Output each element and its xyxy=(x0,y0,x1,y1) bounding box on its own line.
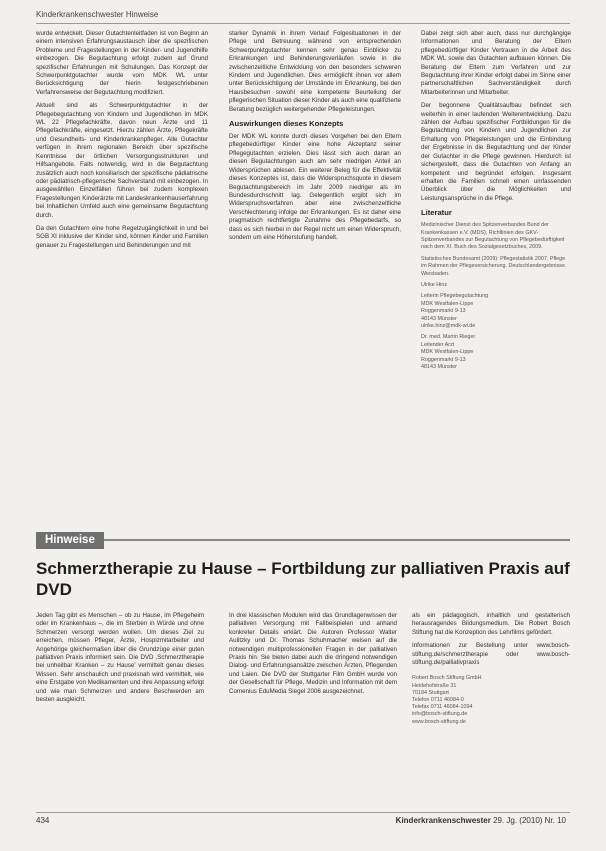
column-2 xyxy=(229,30,401,247)
page-number: 434 xyxy=(36,816,50,825)
journal-footer xyxy=(396,816,566,825)
literature-list xyxy=(421,222,571,371)
author-address: Leiterin Pflegebegutachtung MDK Westfalen-Lippe Roggenmarkt 9-13 48143 Münster ulrike.hinz@mdk-wl.de xyxy=(421,293,489,329)
col3-intro: Dabei zeigt sich aber auch, dass nur durchgängige Informationen und Beratung der Eltern pflegebedürftiger Kinder Vertrauen in die Arbeit des MDK WL sowie das Gutachten aufbauen können. Die Beratung der Eltern zum Verfahren und zur Begutachtung ihrer Kinder erfolgt dabei im Sinne einer partnerschaftlichen Sachverständigkeit durch Mitarbeiterinnen und Mitarbeiter. xyxy=(421,30,571,96)
article-text-2: In drei klassischen Modulen wird das Grundlagenwissen der palliativen Versorgung mit Fallbeispielen und anhand konkreter Details erklärt. Die Autoren Professor Walter Aulitzky und Dr. Thomas Schuhmacher weisen auf die notwendigen multiprofessionellen Fragen in der palliativen Praxis hin. Sie bieten dabei auch die dringend notwendigen Dialog- und Erfahrungsansätze zwischen Ärzten, Pflegenden und Laien. Die DVD der Stuttgarter Film GmbH wurde von der Gesellschaft für Pflege, Medizin und Information mit dem Comenius EduMedia Siegel 2006 ausgezeichnet. xyxy=(229,612,397,695)
journal-issue: 29. Jg. (2010) Nr. 10 xyxy=(493,816,566,825)
section-label: Hinweise xyxy=(36,532,104,549)
contact-address: Robert Bosch Stiftung GmbH Heidehofstraße 31 70184 Stuttgart Telefon 0711 46084-0 Telefax 0711 46084-1094 info@bosch-stiftung.de www.bosch-stiftung.de xyxy=(412,675,482,725)
article-contact xyxy=(412,675,570,725)
article-column-1 xyxy=(36,612,204,709)
col1-paragraph-3: Da den Gutachtern eine hohe Regelzugänglichkeit in und bei SGB XI inklusive der Kinder sind, können Kinder und Familien genauer zu Fragestellungen und Behinderungen und mit xyxy=(36,224,208,249)
col2-heading: Auswirkungen dieses Konzepts xyxy=(229,119,344,129)
article-title: Schmerztherapie zu Hause – Fortbildung zur palliativen Praxis auf DVD xyxy=(36,559,570,599)
journal-name: Kinderkrankenschwester xyxy=(395,816,491,825)
footer-rule xyxy=(36,812,570,813)
article-text-1: Jeden Tag gibt es Menschen – ob zu Hause, im Pflegeheim oder im Krankenhaus –, die im Sterben in Würde und ohne Schmerzen versorgt werden wollen. Um dieses Ziel zu erreichen, müssen Pfleger, Ärzte, Hospizmitarbeiter und Angehörige gleichermaßen über die Grundzüge einer guten palliativen Praxis informiert sein. Die DVD ‚Schmerztherapie bei unheilbar Kranken – zu Hause' vermittelt genau dieses Wissen. Sehr anschaulich und praxisnah wird vermittelt, wie eine Erstgabe von Medikamenten und ihre Anpassung erfolgt und wie man Schmerzen und andere Beschwerden am besten ausgleicht. xyxy=(36,612,204,704)
article-column-2 xyxy=(229,612,397,701)
article-info: Informationen zur Bestellung unter www.bosch-stiftung.de/schmerztherapie oder www.bosch-stiftung.de/palliativpraxis xyxy=(412,642,570,667)
article-column-3 xyxy=(412,612,570,726)
col3-body: Der begonnene Qualitätsaufbau befindet sich weiterhin in einer laufenden Weiterentwicklung. Dazu zählen der Aufbau spezifischer Fortbildungen für die Begutachtung von Kindern und Jugendlichen zur Erhaltung von Pflegeleistungen und die Einbindung der Ergebnisse in die Begutachtung und der Kinder der Gutachter in die Pflege gewinnen. Hierdurch ist sichergestellt, dass die Gutachten von Anfang an kompetent und begründet erfolgen. Insgesamt erhalten die Familien schnell einen umfassenden Überblick über die Möglichkeiten und Leistungsansprüche in die Pflege. xyxy=(421,102,571,202)
col1-paragraph-1: wurde entwickelt. Dieser Gutachtenleitfaden ist von Beginn an einem intensiven Erfahrungsaustausch über die spezifischen Probleme und Fragestellungen in der Kinder- und Jugendhilfe einbezogen. Die Begutachtung erfolgt zudem auf Grund spezifischer Erfahrungen mit Schulungen. Das Konzept der Schwerpunktgutachter wurde vom MDK WL unter Berücksichtigung der hierin festgeschriebenen Verfahrensweise der Begutachtung modifiziert. xyxy=(36,30,208,96)
second-author: Dr. med. Martin Rieger Leitender Arzt MDK Westfalen-Lippe Roggenmarkt 9-13 48143 Münster xyxy=(421,334,476,371)
literature-item-1: Medizinischer Dienst des Spitzenverbandes Bund der Krankenkassen e.V. (MDS), Richtlinien des GKV-Spitzenverbandes zur Begutachtung von Pflegebedürftigkeit nach dem XI. Buch des Sozialgesetzbuches, 2009. xyxy=(421,222,565,251)
column-3 xyxy=(421,30,571,375)
section-rule xyxy=(36,539,570,541)
running-head: Kinderkrankenschwester Hinweise xyxy=(36,10,159,19)
col2-intro: starker Dynamik in ihrem Verlauf Folgesituationen in der Pflege und Betreuung während von entsprechenden Schwerpunktgutachter kennen sehr genau Einblicke zu Erkrankungen und Behinderungsverläufen sowie in die zwischenzeitliche Entwicklung von den besonders schweren Kindern und Jugendlichen. Dies ermöglicht ihnen vor allem unter Berücksichtigung der Umstände im Erkrankung, bei den Hausbesuchen sowohl eine kompetente Beurteilung der pflegerischen Situation dieser Kinder als auch eine qualifizierte Beratung bezüglich weitergehender Pflegeleistungen. xyxy=(229,30,401,113)
header-rule xyxy=(36,23,570,24)
col1-paragraph-2: Aktuell sind als Schwerpunktgutachter in der Pflegebegutachtung von Kindern und Jugendlichen im MDK WL 22 Pflegefachkräfte, davon neun Ärzte und 11 Pflegefachkräfte, eingesetzt. Hierzu zählen Ärzte, Pflegekräfte und Gesundheits- und Kinderkrankenpfleger. Alle Gutachter verfügen in ihrem regionalen Bereich über spezifische Kenntnisse der örtlichen Versorgungsstrukturen und Hilfsangebote. Falls notwendig, wird in die Begutachtung zusätzlich auch noch konsiliarisch der spezifische pädiatrische oder pädiatrisch-pflegerische Sachverstand mit einbezogen. In ausgewählten Einzelfällen führen bei zudem komplexen Fragestellungen Kinderärzte mit Landeskrankenhauserfahrung bei Inhaltlichen Umfeld auch eine gemeinsame Begutachtung durch. xyxy=(36,102,208,219)
col2-body: Der MDK WL konnte durch dieses Vorgehen bei den Eltern pflegebedürftiger Kinder eine hohe Akzeptanz seiner Pflegegutachten erzielen. Dies lässt sich auch daran an diesen Begutachtungen auch am sehr niedrigen Anteil an Widersprüchen ablesen. Ein weiterer Beleg für die Effektivität dieses Konzeptes ist, dass die Widerspruchsquote in diesem Begutachtungsbereich im Jahr 2009 niedriger als im Bundesdurchschnitt lag. Gelegentlich ergibt sich im Widerspruchsverfahren aber eine zwischenzeitliche Verschlechterung infolge der Erkrankungen. Es ist daher eine pragmatisch rechtfertigte Zunahme des Pflegebedarfs, so dass es sich hierbei in der Regel nicht um einen Widerspruch, sondern um eine Höherstufung handelt. xyxy=(229,133,401,241)
author-name: Ulrike Hinz xyxy=(421,281,448,288)
article-text-3: als ein pädagogisch, inhaltlich und gestalterisch herausragendes Bildungsmedium. Die Robert Bosch Stiftung hat die Konzeption des Lehrfilms gefördert. xyxy=(412,612,570,636)
column-1 xyxy=(36,30,208,255)
literature-heading: Literatur xyxy=(421,208,452,218)
literature-item-2: Statistisches Bundesamt (2009): Pflegestatistik 2007. Pflege im Rahmen der Pflegeversicherung. Deutschlandergebnisse. Wiesbaden. xyxy=(421,255,567,277)
